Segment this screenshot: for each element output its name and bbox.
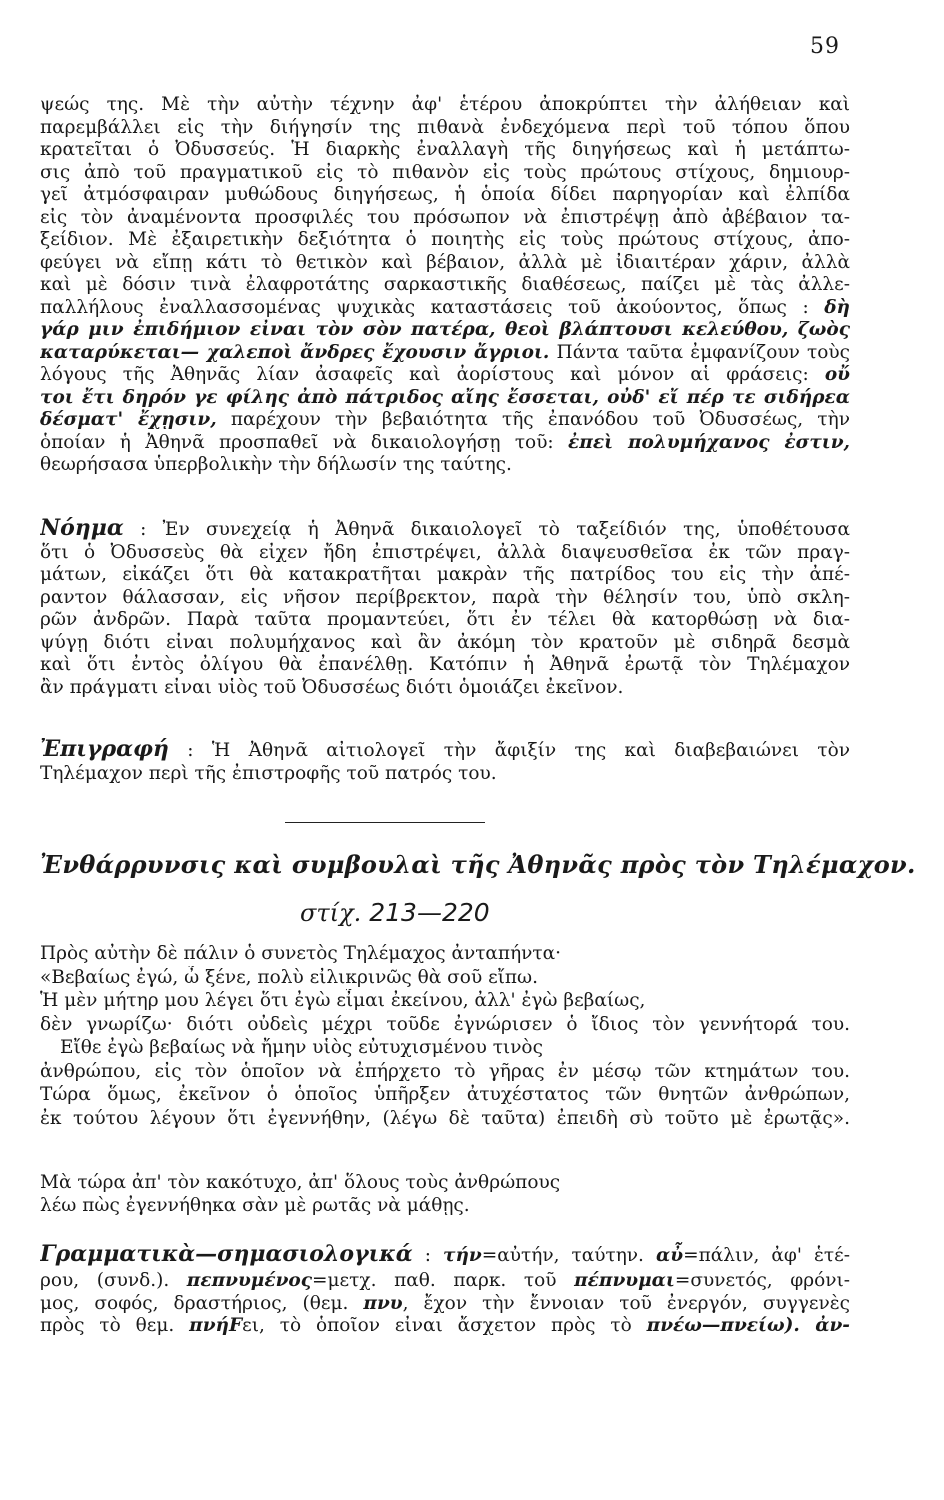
text-segment: : — [412, 1245, 444, 1266]
text-line — [40, 632, 850, 655]
text-line — [40, 763, 850, 786]
quoted-text: πνέω—πνείω). ἀν- — [646, 1315, 850, 1336]
text-segment: : Ἐν συνεχείᾳ ἡ Ἀθηνᾶ δικαιολογεῖ τὸ ταξείδιόν της, ὑποθέτουσα — [123, 519, 850, 540]
text-line — [40, 274, 850, 297]
text-line — [40, 94, 850, 117]
text-line — [40, 609, 850, 632]
text-line — [40, 117, 850, 140]
text-line — [40, 1315, 850, 1338]
text-segment: =συνετός, φρόνι- — [674, 1270, 850, 1291]
quoted-text: τήν — [443, 1245, 482, 1266]
quoted-text: οὔ — [824, 364, 850, 385]
text-line — [40, 229, 850, 252]
quoted-text: πνυ — [363, 1292, 403, 1314]
verses-range: 213—220 — [369, 898, 490, 927]
text-line — [40, 319, 850, 342]
translation-paragraph — [40, 942, 850, 1130]
text-segment: γεῖ ἀτμόσφαιραν μυθώδους διηγήσεως, ἡ ὁποία δίδει παρηγορίαν καὶ ἐλπίδα — [40, 184, 850, 205]
text-segment: =μετχ. παθ. παρκ. τοῦ — [312, 1270, 575, 1291]
grammar-paragraph — [40, 1240, 850, 1338]
text-segment: ὅτι ὁ Ὀδυσσεὺς θὰ εἶχεν ἤδη ἐπιστρέψει, ἀλλὰ διαψευσθεῖσα — [40, 541, 709, 563]
text-segment: Τηλέμαχον περὶ τῆς ἐπιστροφῆς τοῦ πατρός του. — [40, 762, 497, 784]
text-line — [40, 966, 850, 990]
text-line — [40, 1060, 850, 1084]
quoted-text: καταρύκεται— χαλεποὶ ἄνδρες ἔχουσιν ἄγριοι. — [40, 341, 550, 363]
text-line — [40, 564, 850, 587]
commentary-paragraph — [40, 94, 850, 477]
text-segment: Εἴθε ἐγὼ βεβαίως νὰ ἤμην υἱὸς εὐτυχισμένου τινὸς — [60, 1037, 543, 1058]
quoted-text: ἐπεὶ πολυμήχανος ἐστιν, — [568, 431, 850, 453]
text-segment: =πάλιν, ἀφ' ἑτέ- — [683, 1245, 850, 1266]
text-segment: δὲν γνωρίζω· διότι οὐδεὶς μέχρι τοῦδε ἐγνώρισεν ὁ ἴδιος τὸν γεννήτορά του. — [40, 1013, 850, 1035]
text-segment: λόγους τῆς Ἀθηνᾶς λίαν ἀσαφεῖς καὶ ἀορίστους καὶ μόνον αἱ φράσεις: — [40, 364, 825, 385]
text-line — [40, 677, 850, 700]
text-segment: ρῶν ἀνδρῶν. Παρὰ ταῦτα προμαντεύει, ὅτι ἐν τέλει θὰ κατορθώσῃ νὰ δια- — [40, 609, 850, 630]
text-line — [40, 364, 850, 387]
text-segment: ἂν πράγματι εἶναι υἱὸς τοῦ Ὀδυσσέως διότι ὁμοιάζει ἐκεῖνον. — [40, 676, 624, 698]
text-segment: Τώρα ὅμως, ἐκεῖνον ὁ ὁποῖος ὑπῆρξεν ἀτυχέστατος τῶν θνητῶν ἀνθρώπων, — [40, 1084, 850, 1105]
text-line — [40, 542, 850, 565]
quoted-text: αὖ — [656, 1245, 684, 1266]
text-segment: παρεμβάλλει εἰς τὴν διήγησίν της πιθανὰ ἐνδεχόμενα περὶ τοῦ τόπου ὅπου — [40, 116, 850, 138]
text-segment: λέω πὼς ἐγεννήθηκα σὰν μὲ ρωτᾶς νὰ μάθῃς. — [40, 1194, 470, 1216]
text-line — [40, 297, 850, 320]
text-segment: , ἔχον τὴν ἔννοιαν τοῦ ἐνεργόν, συγγενὲς — [402, 1292, 850, 1314]
text-segment: «Βεβαίως ἐγώ, ὦ ξένε, πολὺ εἰλικρινῶς θὰ σοῦ εἴπω. — [40, 966, 539, 988]
text-segment: =αὐτήν, ταύτην. — [481, 1245, 656, 1266]
text-line — [40, 942, 850, 966]
text-line — [40, 1172, 850, 1195]
paragraph-label: Ἐπιγραφή — [40, 738, 169, 762]
text-line — [40, 432, 850, 455]
text-segment: ὁποίαν ἡ Ἀθηνᾶ προσπαθεῖ νὰ δικαιολογήσῃ τοῦ: — [40, 431, 569, 453]
text-segment: ξείδιον. Μὲ ἐξαιρετικὴν δεξιότητα ὁ ποιητὴς εἰς τοὺς πρώτους στίχους, ἀπο- — [40, 229, 850, 250]
quoted-text: δὴ — [824, 296, 850, 318]
text-segment: ψεώς της. Μὲ τὴν αὐτὴν τέχνην ἀφ' ἑτέρου ἀποκρύπτει τὴν ἀλήθειαν καὶ — [40, 94, 850, 115]
quoted-text: δέσματ' ἔχῃσιν, — [40, 409, 217, 430]
text-segment: μάτων, εἰκάζει ὅτι θὰ κατακρατῆται μακρὰν τῆς πατρίδος του εἰς τὴν ἀπέ- — [40, 564, 850, 585]
text-line — [40, 342, 850, 365]
text-segment: Πάντα ταῦτα ἐμφανίζουν τοὺς — [549, 341, 850, 363]
text-segment: ἀνθρώπου, εἰς τὸν ὁποῖον νὰ ἐπήρχετο τὸ γῆρας ἐν μέσῳ τῶν κτημάτων του. — [40, 1060, 850, 1082]
text-segment: καὶ μὲ δόσιν τινὰ ἐλαφροτάτης σαρκαστικῆς διαθέσεως, παίζει μὲ τὰς ἀλλε- — [40, 274, 850, 295]
text-line — [40, 1270, 850, 1293]
text-segment: ἐκ τούτου λέγουν ὅτι ἐγεννήθην, (λέγω δὲ ταῦτα) ἐπειδὴ σὺ τοῦτο μὲ ἐρωτᾷς». — [40, 1107, 850, 1129]
text-segment: φεύγει νὰ εἴπῃ κάτι τὸ θετικὸν καὶ βέβαιον, ἀλλὰ μὲ ἰδιαιτέραν χάριν, ἀλλὰ — [40, 251, 850, 273]
text-line — [40, 162, 850, 185]
text-line — [40, 139, 850, 162]
verses-label: στίχ. — [300, 899, 362, 927]
text-segment: πρὸς τὸ θεμ. — [40, 1315, 190, 1336]
text-segment: καὶ ὅτι ἐντὸς ὀλίγου θὰ ἐπανέλθῃ. Κατόπιν ἡ Ἀθηνᾶ ἐρωτᾷ τὸν Τηλέμαχον — [40, 654, 850, 675]
text-line — [40, 587, 850, 610]
section-divider — [285, 822, 485, 823]
section-title: Ἐνθάρρυνσις καὶ συμβουλαὶ τῆς Ἀθηνᾶς πρὸς τὸν Τηλέμαχον. — [40, 850, 916, 879]
text-line — [40, 252, 850, 275]
text-line — [40, 989, 850, 1013]
text-line — [40, 387, 850, 410]
text-segment: μος, σοφός, δραστήριος, (θεμ. — [40, 1292, 364, 1314]
quoted-text: γάρ μιν ἐπιδήμιον εἶναι τὸν σὸν πατέρα, θεοὶ βλάπτουσι κελεύθου, ζωὸς — [40, 319, 850, 340]
text-line — [40, 1107, 850, 1131]
text-line — [40, 1240, 850, 1270]
text-segment: παλλήλους ἐναλλασσομένας ψυχικὰς καταστάσεις τοῦ ἀκούοντος, ὅπως : — [40, 296, 825, 318]
text-segment: παρέχουν τὴν βεβαιότητα τῆς ἐπανόδου τοῦ Ὀδυσσέως, τὴν — [216, 409, 850, 430]
quoted-text: τοι ἔτι δηρόν γε φίλης ἀπὸ πάτριδος αἴης ἔσσεται, οὐδ' εἴ πέρ τε σιδήρεα — [40, 386, 850, 408]
text-segment: ρου, (συνδ.). — [40, 1270, 187, 1291]
text-line — [40, 654, 850, 677]
text-line — [40, 184, 850, 207]
quoted-text: πέπνυμαι — [574, 1270, 675, 1291]
text-line — [40, 517, 850, 542]
quoted-text: πνήF — [189, 1315, 243, 1336]
page-number: 59 — [810, 34, 840, 59]
meaning-paragraph — [40, 517, 850, 699]
paragraph-label: Νόημα — [40, 517, 124, 541]
text-line — [40, 454, 850, 477]
text-line — [40, 738, 850, 763]
text-segment: θεωρήσασα ὑπερβολικὴν τὴν δήλωσίν της ταύτης. — [40, 454, 512, 475]
text-line — [40, 409, 850, 432]
text-line — [40, 1195, 850, 1218]
text-segment: ραντον θάλασσαν, εἰς νῆσον περίβρεκτον, παρὰ τὴν θέλησίν του, ὑπὸ σκλη- — [40, 586, 850, 608]
text-segment: ψύγῃ διότι εἶναι πολυμήχανος καὶ ἂν ἀκόμη τὸν κρατοῦν μὲ σιδηρᾶ δεσμὰ — [40, 631, 850, 653]
paragraph-label: Γραμματικὰ—σημασιολογικά — [40, 1241, 413, 1267]
text-segment: κρατεῖται ὁ Ὀδυσσεύς. Ἡ διαρκὴς ἐναλλαγὴ τῆς διηγήσεως καὶ ἡ μετάπτω- — [40, 139, 850, 160]
poem-paragraph — [40, 1172, 850, 1217]
verses-reference — [300, 898, 490, 927]
text-segment: σις ἀπὸ τοῦ πραγματικοῦ εἰς τὸ πιθανὸν εἰς τοὺς πρώτους στίχους, δημιουρ- — [40, 161, 850, 183]
text-line — [40, 1013, 850, 1037]
text-segment: ἐκ τῶν πραγ- — [708, 541, 850, 563]
text-segment: : Ἡ Ἀθηνᾶ αἰτιολογεῖ τὴν ἄφιξίν της καὶ διαβεβαιώνει τὸν — [168, 740, 850, 761]
quoted-text: πεπνυμένος — [186, 1270, 313, 1291]
text-line — [40, 1083, 850, 1107]
text-segment: ει, τὸ ὁποῖον εἶναι ἄσχετον πρὸς τὸ — [242, 1315, 647, 1336]
text-line — [40, 207, 850, 230]
text-line — [40, 1036, 850, 1060]
text-segment: εἰς τὸν ἀναμένοντα προσφιλές του πρόσωπον νὰ ἐπιστρέψῃ ἀπὸ ἀβέβαιον τα- — [40, 206, 850, 228]
text-line — [40, 1293, 850, 1316]
text-segment: Ἡ μὲν μήτηρ μου λέγει ὅτι ἐγὼ εἶμαι ἐκείνου, ἀλλ' ἐγὼ βεβαίως, — [40, 990, 646, 1011]
epigraph-paragraph — [40, 738, 850, 785]
text-segment: Μὰ τώρα ἀπ' τὸν κακότυχο, ἀπ' ὅλους τοὺς ἀνθρώπους — [40, 1172, 561, 1193]
text-segment: Πρὸς αὐτὴν δὲ πάλιν ὁ συνετὸς Τηλέμαχος ἀνταπήντα· — [40, 943, 562, 964]
